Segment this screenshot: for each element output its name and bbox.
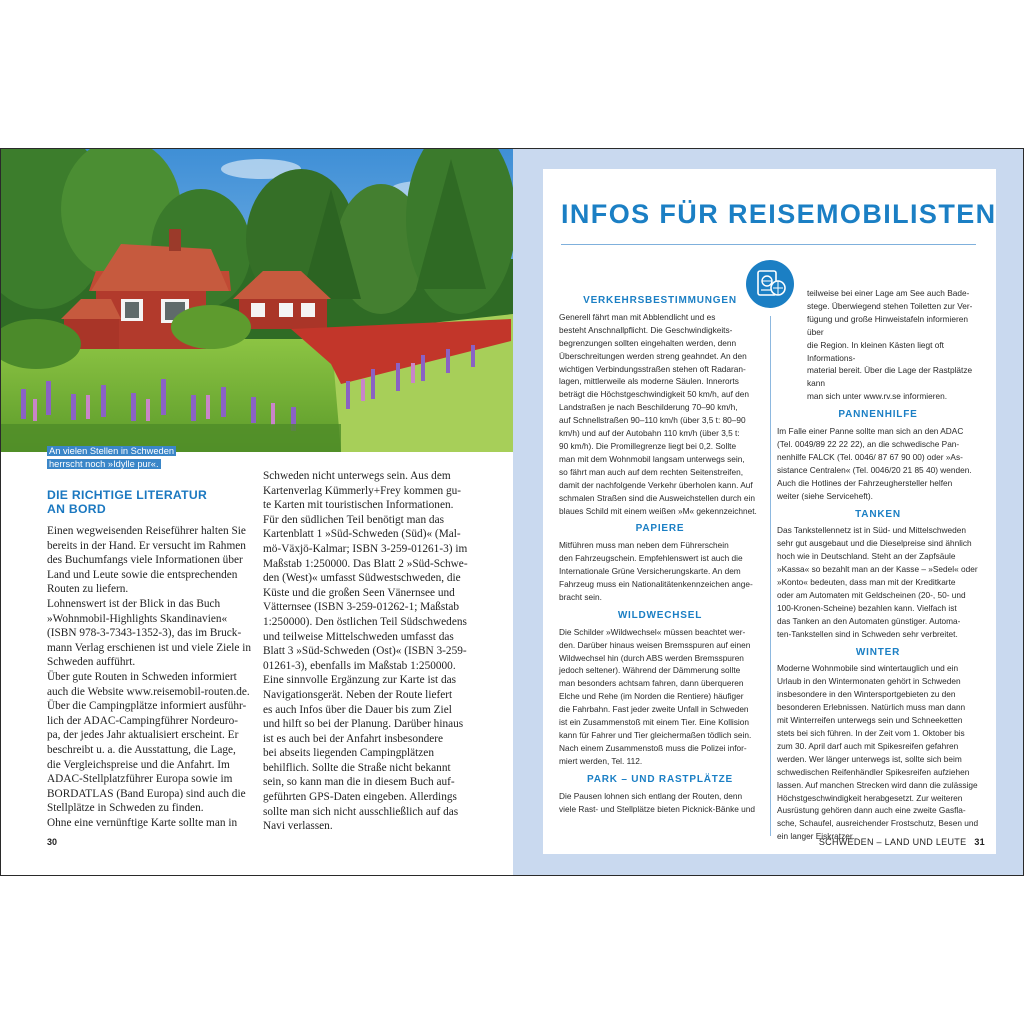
- literature-text-column-2: Schweden nicht unterwegs sein. Aus dem Kartenverlag Kümmerly+Frey kommen gu- te Karten mit touristischen Informationen. Für den südlichen Teil benötigt man das Kartenblatt 1 »Süd-Schweden (Süd)« (Mal- mö-Växjö-Kalmar; ISBN 3-259-01261-3) im Maßstab 1:250000. Das Blatt 2 »Süd-Schwe- den (West)« umfasst Südwestschweden, die Küste und die großen Seen Vänernsee und Vätternsee (ISBN 3-259-01262-1; Maßstab 1:250000). Den östlichen Teil Südschwedens und teilweise Mittelschweden umfasst das Blatt 3 »Süd-Schweden (Ost)« (ISBN 3-259- 01261-3), ebenfalls im Maßstab 1:250000. Eine sinnvolle Ergänzung zur Karte ist das Navigationsgerät. Neben der Route liefert es auch Infos über die Dauer bis zum Ziel und hilft so bei der Planung. Darüber hinaus ist es auch bei der Anfahrt insbesondere bei abseits liegenden Campingplätzen behilflich. Sollte die Straße nicht bekannt sein, so kann man die in diesem Buch auf- geführten GPS-Daten eingeben. Allerdings sollte man sich nicht ausschließlich auf das Navi verlassen.: [263, 470, 468, 833]
- page-title: INFOS FÜR REISEMOBILISTEN: [561, 199, 997, 229]
- section-body: Das Tankstellennetz ist in Süd- und Mittelschweden sehr gut ausgebaut und die Dieselpreise sind ähnlich hoch wie in Deutschland. Steht an der Zapfsäule »Kassa« so bezahlt man an der Kasse – »Sedel« oder »Konto« bedeuten, dass man mit der Kreditkarte oder am Automaten mit Geldscheinen (20-, 50- und 100-Kronen-Scheine) bezahlen kann. Vielfach ist das Tanken an den Automaten günstiger. Automa- ten-Tankstellen sind in Schweden sehr verbreitet.: [777, 525, 978, 639]
- info-section: [559, 774, 761, 816]
- section-body: Moderne Wohnmobile sind wintertauglich und ein Urlaub in den Wintermonaten gehört in Schweden insbesondere in den Wintersportgebieten zu den besonderen Erlebnissen. Natürlich muss man dann mit Winterreifen unterwegs sein und Schneeketten stets bei sich führen. In der Zeit vom 1. Oktober bis zum 30. April darf auch mit Spikesreifen gefahren werden. Wer länger unterwegs ist, sollte sich beim schwedischen Reifenhändler Spikesreifen aufziehen lassen. Auf manchen Strecken wird dann die zulässige Höchstgeschwindigkeit herabgesetzt. Zur weiteren Ausrüstung gehören dann auch eine zweite Gasfla- sche, Schaufel, ausreichender Frostschutz, Besen und ein langer Eiskratzer.: [777, 663, 979, 842]
- page-number-right: 31: [974, 837, 985, 847]
- info-section: [559, 523, 761, 603]
- swedish-cottage-photo: [1, 149, 513, 452]
- running-footer: [819, 837, 985, 847]
- section-body: Generell fährt man mit Abblendlicht und es besteht Anschnallpflicht. Die Geschwindigkeits- begrenzungen sollten eingehalten werden, denn Überschreitungen werden streng geahndet. An den wichtigen Verbindungsstraßen stehen oft Radaran- lagen, mittlerweile als moderne Säulen. Innerorts beträgt die Höchstgeschwindigkeit 50 km/h, auf den Landstraßen je nach Beschilderung 70–90 km/h, auf Schnellstraßen 90–110 km/h (über 3,5 t: 80–90 km/h) und auf der Autobahn 110 km/h (über 3,5 t: 90 km/h). Die Promillegrenze liegt bei 0,2. Sollte man mit dem Wohnmobil langsam unterwegs sein, so fährt man auch auf dem rechten Seitenstreifen, damit der nachfolgende Verkehr überholen kann. Auf schmalen Straßen sind die Ausweichstellen durch ein blaues Schild mit einem weißen »M« gekennzeichnet.: [559, 311, 757, 516]
- section-title: WINTER: [855, 646, 901, 658]
- book-spread: [0, 148, 1024, 876]
- literature-heading: [47, 488, 227, 516]
- info-column-left: [559, 289, 761, 815]
- section-title: PARK – UND RASTPLÄTZE: [586, 773, 734, 785]
- right-page: [513, 149, 1023, 875]
- literature-heading-line-2: AN BORD: [47, 502, 106, 516]
- section-title: PAPIERE: [635, 523, 685, 535]
- info-panel: [543, 169, 996, 854]
- info-section: [777, 647, 979, 844]
- section-body: Im Falle einer Panne sollte man sich an den ADAC (Tel. 0049/89 22 22 22), an die schwedische Pan- nenhilfe FALCK (Tel. 0046/ 87 67 90 00) oder »As- sistance Centralen« (Tel. 0046/20 21 85 40) wenden. Auch die Hotlines der Fahrzeughersteller helfen weiter (siehe Serviceheft).: [777, 426, 972, 501]
- section-title: TANKEN: [855, 508, 901, 520]
- footer-label: SCHWEDEN – LAND UND LEUTE: [818, 837, 967, 847]
- section-title: PANNENHILFE: [838, 409, 918, 421]
- caption-line-1: An vielen Stellen in Schweden: [49, 446, 175, 456]
- info-section: [777, 409, 979, 502]
- section-title: WILDWECHSEL: [617, 609, 703, 621]
- section-body: Die Pausen lohnen sich entlang der Routen, denn viele Rast- und Stellplätze bieten Picknick-Bänke und: [559, 790, 756, 814]
- section-continuation: teilweise bei einer Lage am See auch Bade- stege. Überwiegend stehen Toiletten zur Ver- fügung und große Hinweistafeln informieren über die Region. In kleinen Kästen liegt oft Informations- material bereit. Über die Lage der Rastplätze kann man sich unter www.rv.se informieren.: [807, 288, 973, 402]
- section-title: VERKEHRSBESTIMMUNGEN: [583, 295, 737, 306]
- caption-line-2: herrscht noch »Idylle pur«.: [49, 459, 159, 469]
- info-section: [559, 295, 761, 517]
- photo-caption: [47, 445, 177, 471]
- info-section: [559, 610, 761, 768]
- info-section: [777, 509, 979, 641]
- title-rule: [561, 244, 976, 245]
- info-column-right: [777, 287, 979, 843]
- literature-heading-line-1: DIE RICHTIGE LITERATUR: [47, 488, 208, 502]
- section-body: Mitführen muss man neben dem Führerschein den Fahrzeugschein. Empfehlenswert ist auch die Internationale Grüne Versicherungskarte. An dem Fahrzeug muss ein Nationalitätenkennzeichen ange- bracht sein.: [559, 540, 753, 602]
- column-divider: [770, 316, 771, 836]
- literature-text-column-1: Einen wegweisenden Reiseführer halten Sie bereits in der Hand. Er versucht im Rahmen des Buchumfangs viele Informationen über Land und Leute sowie die entsprechenden Routen zu liefern. Lohnenswert ist der Blick in das Buch »Wohnmobil-Highlights Skandinavien« (ISBN 978-3-7343-1352-3), das im Bruck- mann Verlag erschienen ist und viele Ziele in Schweden aufführt. Über gute Routen in Schweden informiert auch die Website www.reisemobil-routen.de. Über die Campingplätze informiert ausführ- lich der ADAC-Campingführer Nordeuro- pa, der jedes Jahr aktualisiert erscheint. Er beschreibt u. a. die Ausstattung, die Lage, die Vergleichspreise und die Anfahrt. Im ADAC-Stellplatzführer Europa sowie im BORDATLAS (Band Europa) sind auch die Stellplätze in Schweden zu finden. Ohne eine vernünftige Karte sollte man in: [47, 525, 252, 829]
- left-page: [1, 149, 513, 875]
- section-body: Die Schilder »Wildwechsel« müssen beachtet wer- den. Darüber hinaus weisen Bremsspuren auf einen Wildwechsel hin (durch ABS werden Bremsspuren jedoch seltener). Während der Dämmerung sollte man besonders achtsam fahren, dann überqueren Elche und Rehe (im Norden die Rentiere) häufiger die Fahrbahn. Fast jeder zweite Unfall in Schweden ist ein Zusammenstoß mit einem Tier. Eine Kollision kann für Fahrer und Tier gleichermaßen tödlich sein. Nach einem Zusammenstoß muss die Polizei infor- miert werden, Tel. 112.: [559, 626, 752, 766]
- page-number-left: 30: [47, 837, 58, 847]
